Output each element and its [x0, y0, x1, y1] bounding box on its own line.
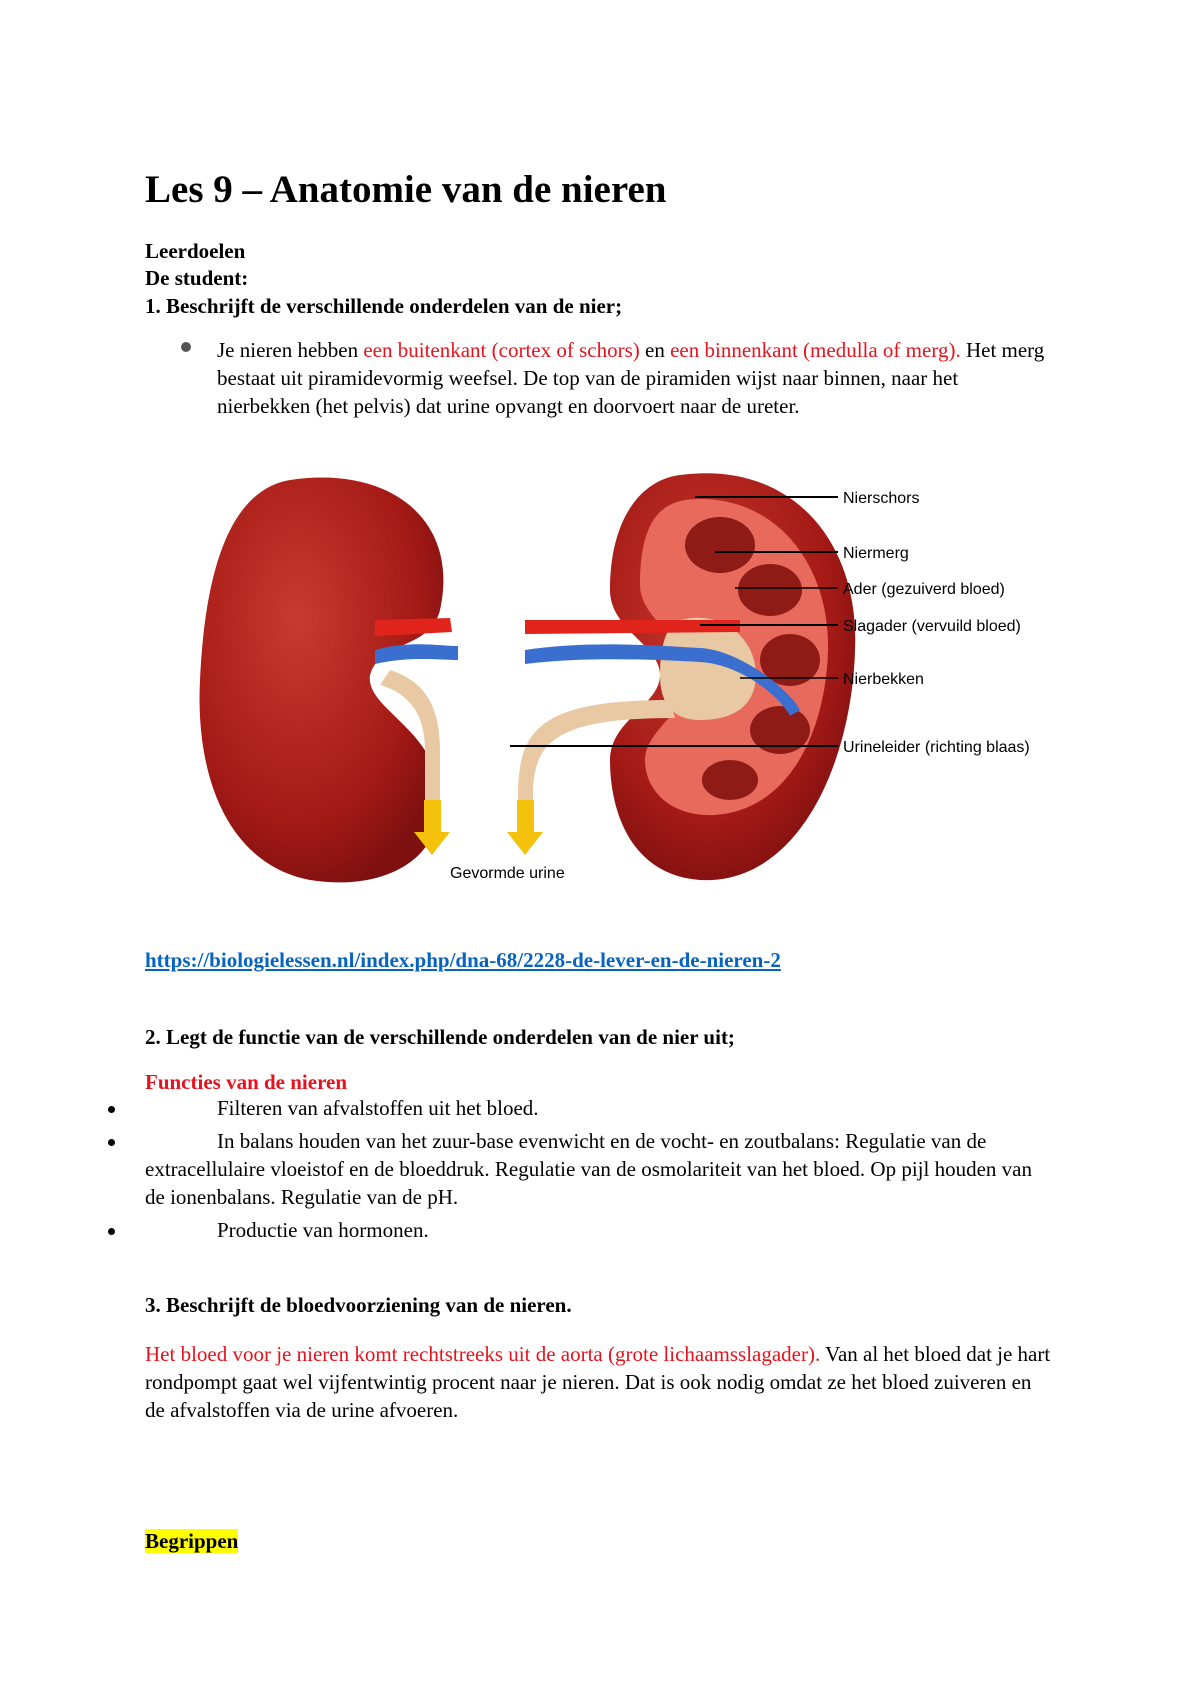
goal-2-heading: 2. Legt de functie van de verschillende onderdelen van de nier uit;	[145, 1025, 735, 1049]
pyramid-1	[685, 517, 755, 573]
label-gevormde-urine: Gevormde urine	[450, 865, 565, 882]
cortex-medulla-paragraph: Je nieren hebben een buitenkant (cortex of schors) en een binnenkant (medulla of merg). Het merg bestaat uit piramidevormig weefsel. De top van de piramiden wijst naar binnen, naar het nierbekken (het pelvis) dat urine opvangt en doorvoert naar de ureter.	[217, 338, 1045, 418]
function-item-2: In balans houden van het zuur-base evenwicht en de vocht- en zoutbalans: Regulatie van de extracellulaire vloeistof en de bloeddruk. Regulatie van de osmolariteit van het bloed. Op pijl houden van de ionenbalans. Regulatie van de pH.	[145, 1129, 1032, 1209]
page-title: Les 9 – Anatomie van de nieren	[145, 168, 667, 211]
label-slagader: Slagader (vervuild bloed)	[843, 618, 1021, 635]
label-nierbekken: Nierbekken	[843, 671, 924, 688]
functions-heading: Functies van de nieren	[145, 1070, 348, 1094]
bullet-icon	[108, 1139, 115, 1146]
label-niermerg: Niermerg	[843, 545, 909, 562]
artery-left	[375, 618, 452, 636]
function-item-1: Filteren van afvalstoffen uit het bloed.	[217, 1096, 539, 1120]
bullet-icon	[181, 342, 191, 352]
kidney-diagram	[140, 460, 1070, 900]
vein-left	[375, 644, 458, 664]
label-nierschors: Nierschors	[843, 490, 920, 507]
bullet-icon	[108, 1228, 115, 1235]
pyramid-2	[738, 564, 802, 616]
biologielessen-link[interactable]: https://biologielessen.nl/index.php/dna-68/2228-de-lever-en-de-nieren-2	[145, 948, 781, 972]
student-label: De student:	[145, 266, 249, 290]
pyramid-5	[702, 760, 758, 800]
begrippen-heading: Begrippen	[145, 1529, 239, 1553]
goal-3-heading: 3. Beschrijft de bloedvoorziening van de nieren.	[145, 1293, 572, 1317]
function-item-3: Productie van hormonen.	[217, 1218, 429, 1242]
artery-right	[525, 620, 740, 634]
label-urineleider: Urineleider (richting blaas)	[843, 739, 1030, 756]
leerdoelen-label: Leerdoelen	[145, 239, 246, 263]
label-ader: Ader (gezuiverd bloed)	[843, 581, 1005, 598]
blood-supply-paragraph: Het bloed voor je nieren komt rechtstreeks uit de aorta (grote lichaamsslagader). Van al het bloed dat je hart rondpompt gaat wel vijfentwintig procent naar je nieren. Dat is ook nodig omdat ze het bloed zuiveren en de afvalstoffen via de urine afvoeren.	[145, 1342, 1051, 1422]
bullet-icon	[108, 1106, 115, 1113]
goal-1-heading: 1. Beschrijft de verschillende onderdelen van de nier;	[145, 294, 623, 318]
urine-arrow-right	[507, 800, 543, 855]
